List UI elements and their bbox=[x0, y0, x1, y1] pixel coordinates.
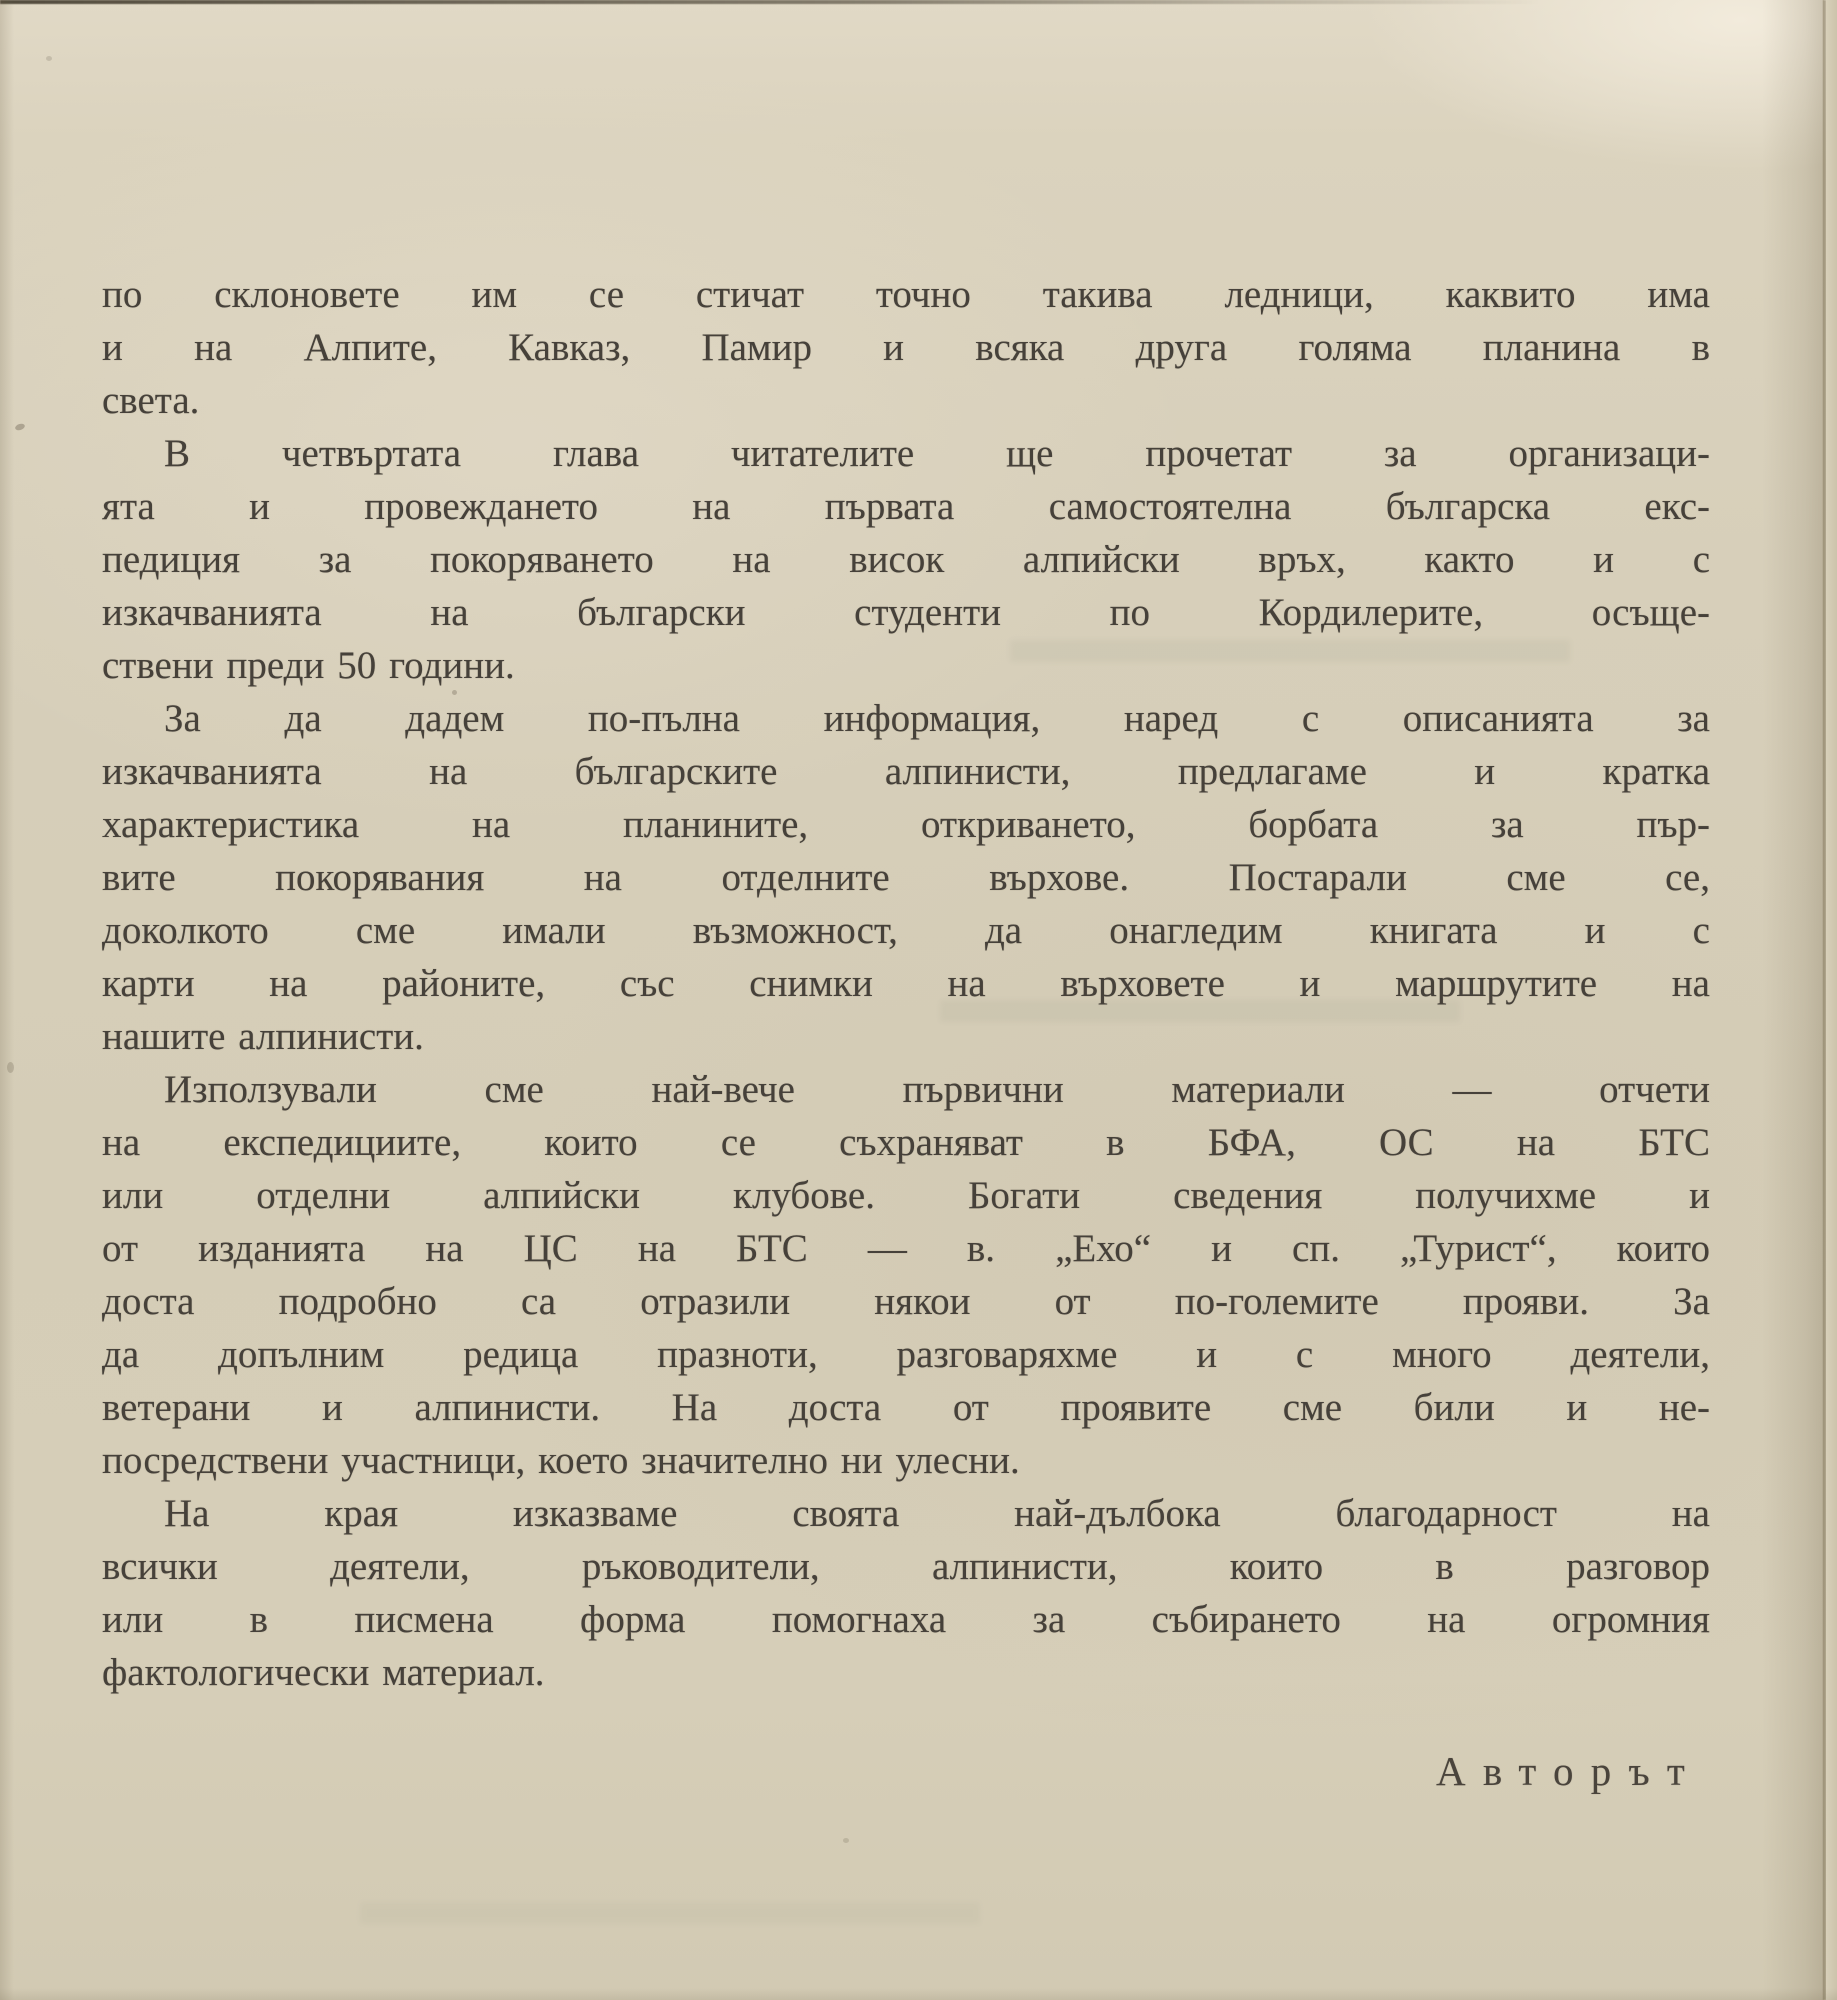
text-line: всички деятели, ръководители, алпинисти, които в разговор bbox=[102, 1545, 1710, 1588]
paragraph bbox=[102, 268, 1710, 427]
text-line: на експедициите, които се съхраняват в БФА, ОС на БТС bbox=[102, 1121, 1710, 1164]
text-line: изкачванията на българските алпинисти, предлагаме и кратка bbox=[102, 750, 1710, 793]
text-line: от изданията на ЦС на БТС — в. „Ехо“ и сп. „Турист“, които bbox=[102, 1227, 1710, 1270]
bleed-through-ghost bbox=[360, 1890, 980, 1930]
author-signature: Авторът bbox=[1436, 1748, 1702, 1794]
text-line: ствени преди 50 години. bbox=[102, 644, 515, 687]
text-line: ветерани и алпинисти. На доста от проявите сме били и не- bbox=[102, 1386, 1710, 1429]
paper-speck bbox=[14, 423, 25, 432]
page-bottom-edge-shadow bbox=[0, 1988, 1837, 2000]
text-line: доколкото сме имали възможност, да онагледим книгата и с bbox=[102, 909, 1710, 952]
paper-speck bbox=[843, 1838, 849, 1843]
paper-speck bbox=[7, 1062, 14, 1073]
paragraph bbox=[102, 1063, 1710, 1487]
text-line: изкачванията на български студенти по Кордилерите, осъще- bbox=[102, 591, 1710, 634]
text-line: нашите алпинисти. bbox=[102, 1015, 424, 1058]
text-line: вите покорявания на отделните върхове. Постарали сме се, bbox=[102, 856, 1710, 899]
text-line: посредствени участници, което значително ни улесни. bbox=[102, 1439, 1020, 1482]
page-right-outer-edge bbox=[1826, 0, 1837, 2000]
paper-speck bbox=[46, 56, 52, 61]
text-line: или отделни алпийски клубове. Богати сведения получихме и bbox=[102, 1174, 1710, 1217]
text-line: Използували сме най-вече първични материали — отчети bbox=[164, 1068, 1710, 1111]
text-line: фактологически материал. bbox=[102, 1651, 545, 1694]
paragraph bbox=[102, 692, 1710, 1063]
text-line: В четвъртата глава читателите ще прочетат за организаци- bbox=[164, 432, 1710, 475]
text-line: На края изказваме своята най-дълбока благодарност на bbox=[164, 1492, 1710, 1535]
text-line: да допълним редица празноти, разговаряхме и с много деятели, bbox=[102, 1333, 1710, 1376]
text-line: по склоновете им се стичат точно такива ледници, каквито има bbox=[102, 273, 1710, 316]
text-line: педиция за покоряването на висок алпийски връх, както и с bbox=[102, 538, 1710, 581]
text-line: За да дадем по-пълна информация, наред с описанията за bbox=[164, 697, 1710, 740]
page-left-edge-shadow bbox=[0, 0, 14, 2000]
paragraph bbox=[102, 1487, 1710, 1699]
text-line: ята и провеждането на първата самостоятелна българска екс- bbox=[102, 485, 1710, 528]
text-line: или в писмена форма помогнаха за събирането на огромния bbox=[102, 1598, 1710, 1641]
page-text bbox=[102, 268, 1710, 1699]
text-line: света. bbox=[102, 379, 200, 422]
text-line: карти на районите, със снимки на върховете и маршрутите на bbox=[102, 962, 1710, 1005]
text-line: доста подробно са отразили някои от по-големите прояви. За bbox=[102, 1280, 1710, 1323]
page-right-edge-shadow bbox=[1762, 0, 1824, 2000]
paragraph bbox=[102, 427, 1710, 692]
page-top-edge bbox=[0, 0, 1540, 4]
text-line: характеристика на планините, откриването, борбата за пър- bbox=[102, 803, 1710, 846]
text-line: и на Алпите, Кавказ, Памир и всяка друга голяма планина в bbox=[102, 326, 1710, 369]
